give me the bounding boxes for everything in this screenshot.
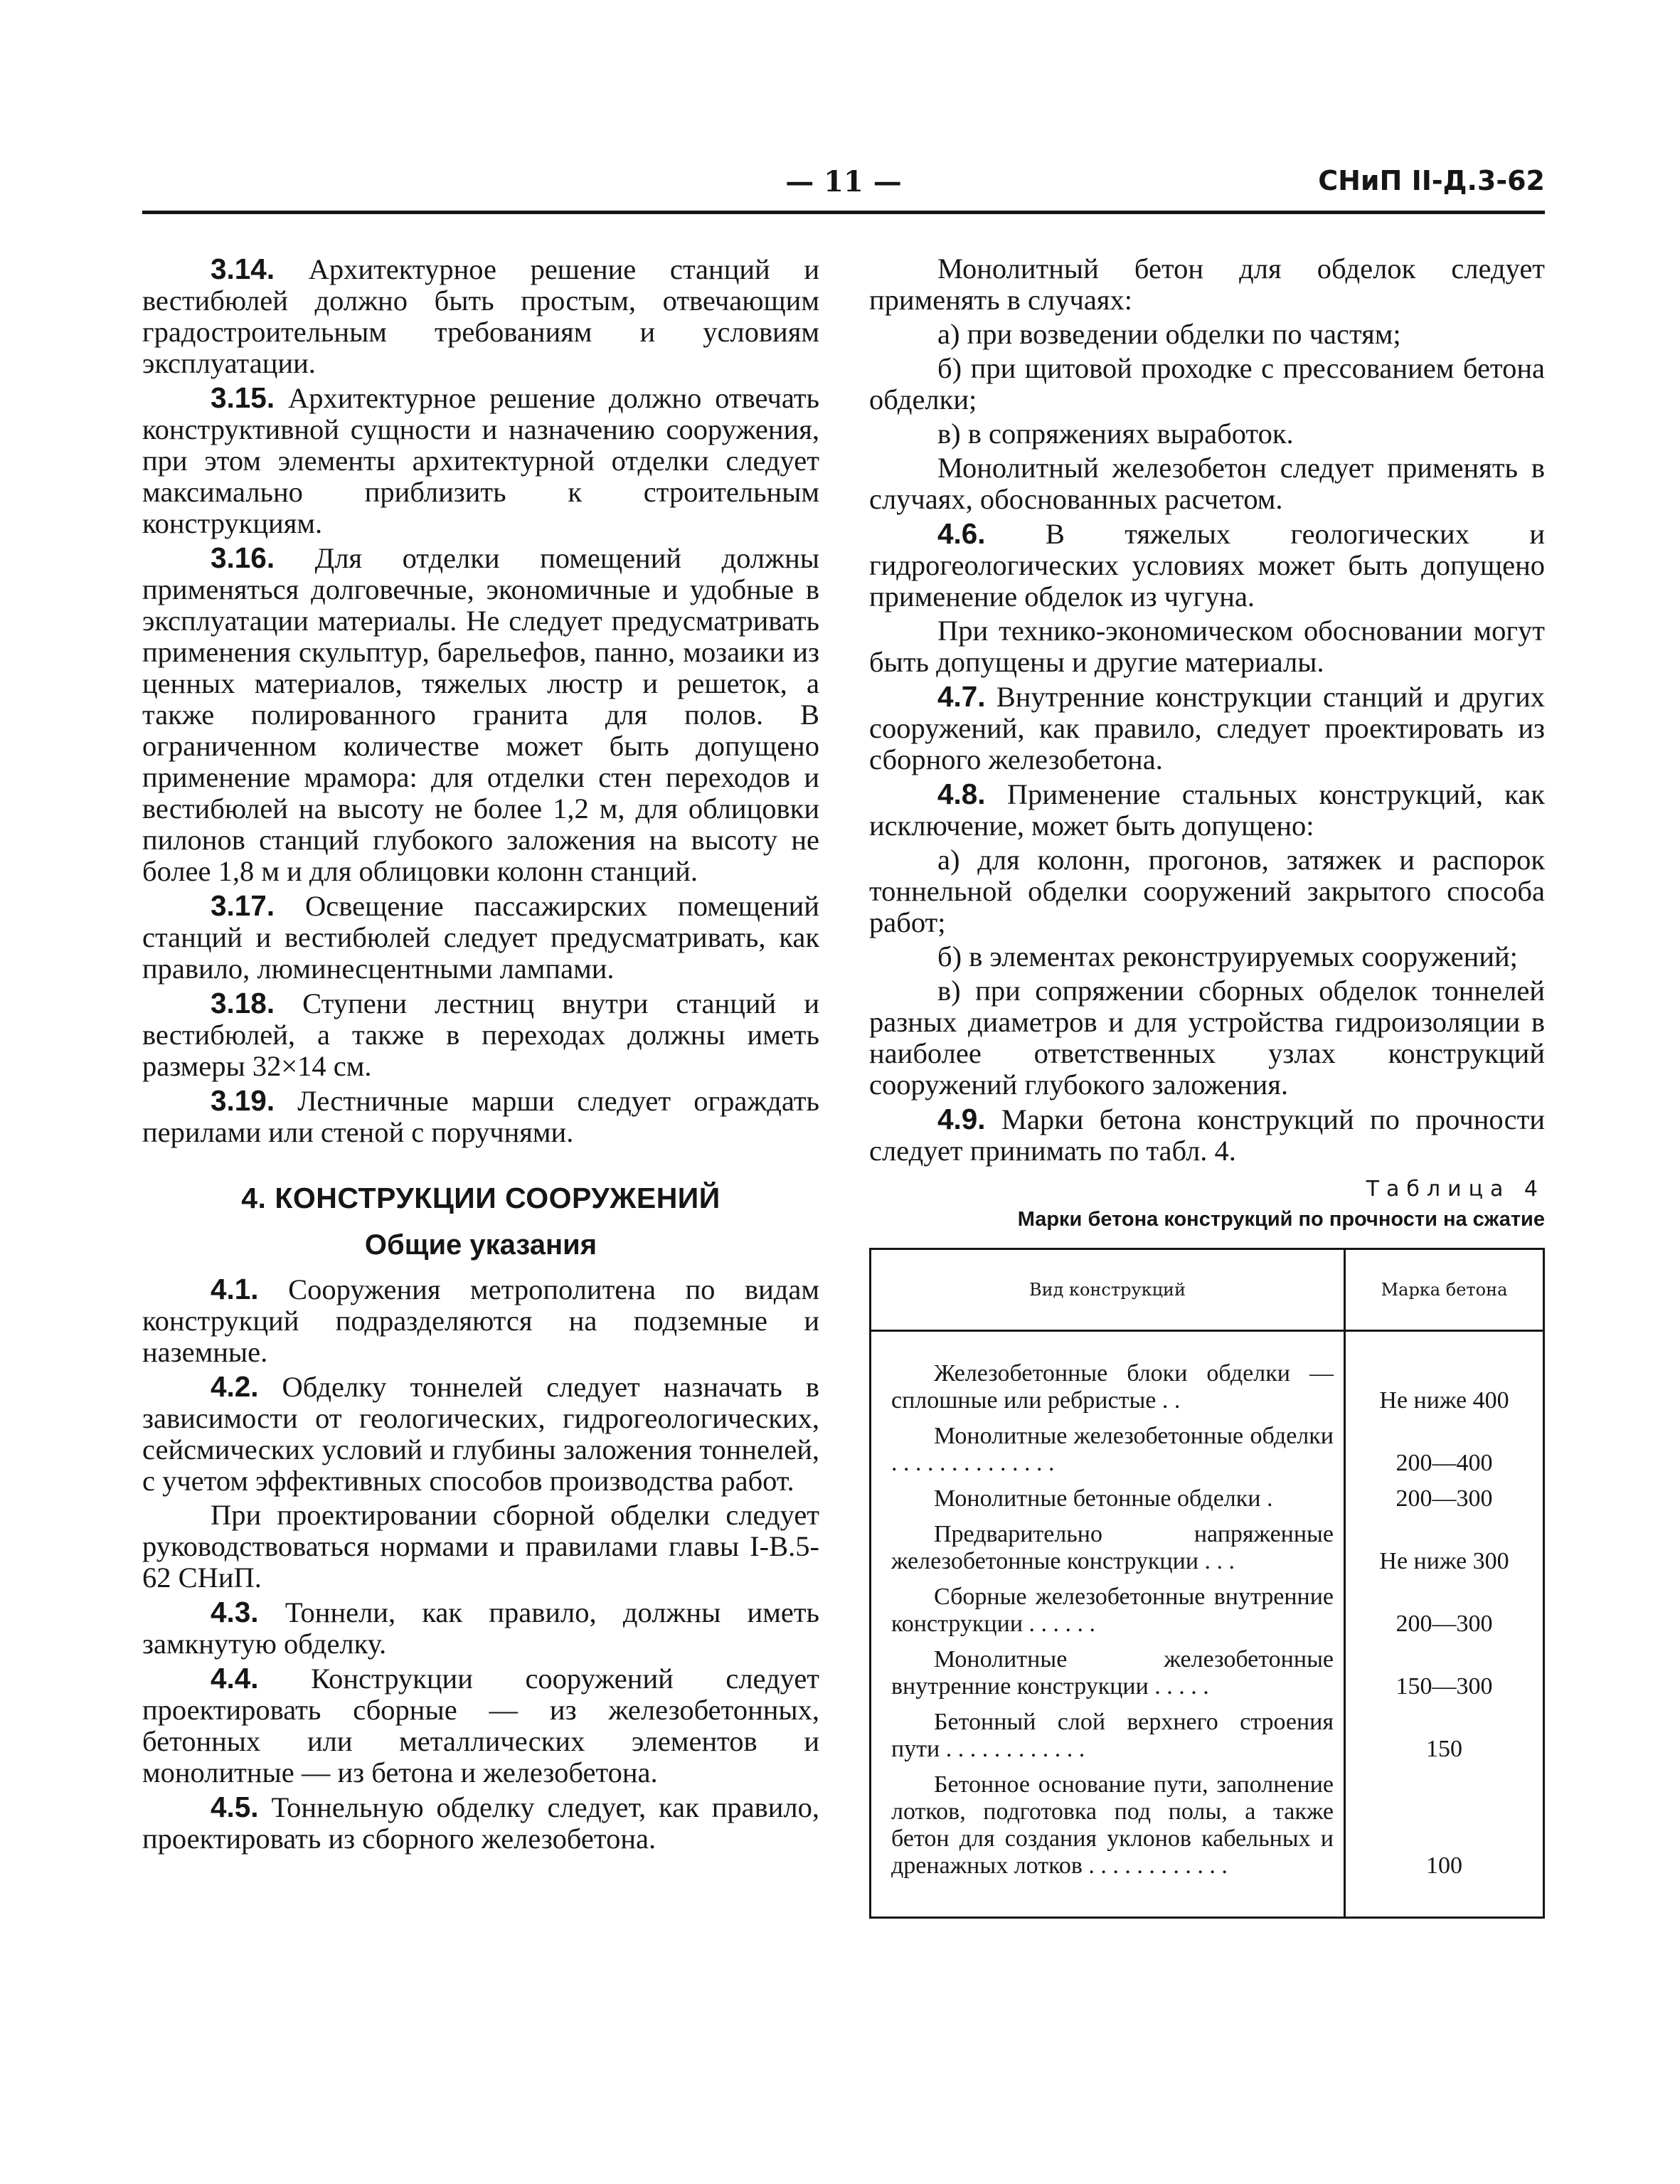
clause-number: 4.3. [211, 1596, 259, 1628]
paragraph [142, 382, 819, 539]
paragraph-text: Марки бетона конструкций по прочности следует принимать по табл. 4. [869, 1103, 1545, 1167]
paragraph [142, 890, 819, 985]
paragraph [869, 975, 1545, 1101]
concrete-grade-cell: 200—300 [1345, 1579, 1544, 1642]
clause-number: 3.16. [211, 541, 275, 574]
left-column [142, 250, 819, 1855]
clause-number: 3.19. [211, 1084, 275, 1117]
clause-number: 3.14. [211, 253, 275, 285]
concrete-grade-cell: Не ниже 400 [1345, 1331, 1544, 1419]
paragraph [142, 1596, 819, 1660]
clause-number: 4.5. [211, 1791, 259, 1823]
concrete-grade-table [869, 1248, 1545, 1919]
construction-type-cell: Предварительно напряженные железобетонные конструкции . . . [871, 1517, 1345, 1579]
clause-number: 4.6. [937, 517, 986, 550]
paragraph [869, 253, 1545, 316]
paragraph-text: Тоннельную обделку следует, как правило, проектировать из сборного железобетона. [142, 1791, 819, 1855]
concrete-grade-cell: 200—300 [1345, 1481, 1544, 1517]
paragraph-text: в) при сопряжении сборных обделок тоннелей разных диаметров и для устройства гидроизоляции в наиболее ответственных узлах конструкций сооружений глубокого заложения. [869, 975, 1545, 1101]
table-row [871, 1517, 1544, 1579]
paragraph-text: Применение стальных конструкций, как исключение, может быть допущено: [869, 778, 1545, 842]
table-row [871, 1705, 1544, 1767]
concrete-grade-cell: Не ниже 300 [1345, 1517, 1544, 1579]
paragraph [142, 1663, 819, 1788]
header-rule [142, 211, 1545, 214]
right-paragraphs [869, 253, 1545, 1167]
left-paragraphs [142, 253, 819, 1148]
clause-number: 3.18. [211, 987, 275, 1019]
paragraph [142, 1273, 819, 1368]
paragraph-text: Архитектурное решение должно отвечать конструктивной сущности и назначению сооружения, при этом элементы архитектурной отделки следует максимально приблизить к строительным конструкциям. [142, 382, 819, 539]
construction-type-cell: Железобетонные блоки обделки — сплошные или ребристые . . [871, 1331, 1345, 1419]
paragraph [869, 353, 1545, 415]
concrete-grade-cell: 200—400 [1345, 1419, 1544, 1481]
table-body [871, 1331, 1544, 1918]
paragraph-text: Внутренние конструкции станций и других сооружений, как правило, следует проектировать из сборного железобетона. [869, 681, 1545, 775]
construction-type-cell: Монолитные бетонные обделки . [871, 1481, 1345, 1517]
paragraph [869, 844, 1545, 938]
document-code: СНиП II-Д.3-62 [1318, 165, 1545, 196]
construction-type-cell: Бетонный слой верхнего строения пути . . . . . . . . . . . . [871, 1705, 1345, 1767]
clause-number: 4.7. [937, 680, 986, 713]
paragraph [869, 778, 1545, 842]
table-header-type: Вид конструкций [871, 1249, 1345, 1331]
paragraph [869, 941, 1545, 972]
construction-type-cell: Монолитные железобетонные внутренние конструкции . . . . . [871, 1642, 1345, 1705]
paragraph-text: При технико-экономическом обосновании могут быть допущены и другие материалы. [869, 615, 1545, 678]
paragraph [869, 319, 1545, 350]
paragraph [142, 1791, 819, 1855]
paragraph [142, 1500, 819, 1594]
construction-type-cell: Сборные железобетонные внутренние конструкции . . . . . . [871, 1579, 1345, 1642]
paragraph [869, 418, 1545, 450]
table-row [871, 1642, 1544, 1705]
paragraph-text: Освещение пассажирских помещений станций и вестибюлей следует предусматривать, как правило, люминесцентными лампами. [142, 890, 819, 985]
paragraph-text: Монолитный железобетон следует применять в случаях, обоснованных расчетом. [869, 452, 1545, 515]
clause-number: 4.9. [937, 1103, 986, 1135]
paragraph-text: Ступени лестниц внутри станций и вестибюлей, а также в переходах должны иметь размеры 32×14 см. [142, 987, 819, 1082]
page-number: — 11 — [785, 165, 902, 198]
construction-type-cell: Бетонное основание пути, заполнение лотков, подготовка под полы, а также бетон для создания уклонов кабельных и дренажных лотков . . . . . . . . . . . . [871, 1767, 1345, 1918]
clause-number: 4.8. [937, 778, 986, 810]
paragraph [869, 1103, 1545, 1167]
paragraph [142, 253, 819, 379]
table-row [871, 1419, 1544, 1481]
paragraph-text: Тоннели, как правило, должны иметь замкнутую обделку. [142, 1596, 819, 1660]
paragraph [869, 681, 1545, 775]
paragraph-text: б) при щитовой проходке с прессованием бетона обделки; [869, 352, 1545, 415]
left-paragraphs-section4 [142, 1273, 819, 1855]
paragraph [869, 452, 1545, 515]
paragraph-text: Обделку тоннелей следует назначать в зависимости от геологических, гидрогеологических, сейсмических условий и глубины заложения тоннелей, с учетом эффективных способов производства работ. [142, 1371, 819, 1497]
paragraph [142, 987, 819, 1082]
clause-number: 4.1. [211, 1273, 259, 1305]
paragraph-text: В тяжелых геологических и гидрогеологических условиях может быть допущено применение обделок из чугуна. [869, 518, 1545, 613]
paragraph-text: а) при возведении обделки по частям; [937, 318, 1401, 350]
paragraph-text: Архитектурное решение станций и вестибюлей должно быть простым, отвечающим градостроительным требованиям и условиям эксплуатации. [142, 253, 819, 379]
table-row [871, 1767, 1544, 1918]
clause-number: 4.4. [211, 1662, 259, 1695]
paragraph-text: а) для колонн, прогонов, затяжек и распорок тоннельной обделки сооружений закрытого способа работ; [869, 844, 1545, 938]
concrete-grade-cell: 150 [1345, 1705, 1544, 1767]
page-header [142, 165, 1545, 208]
paragraph-text: При проектировании сборной обделки следует руководствоваться нормами и правилами главы I-B.5-62 СНиП. [142, 1499, 819, 1594]
paragraph [142, 542, 819, 887]
table-row [871, 1331, 1544, 1419]
clause-number: 3.17. [211, 889, 275, 922]
paragraph-text: Лестничные марши следует ограждать перилами или стеной с поручнями. [142, 1085, 819, 1148]
paragraph [869, 615, 1545, 678]
subsection-title: Общие указания [364, 1229, 597, 1261]
paragraph-text: б) в элементах реконструируемых сооружений; [937, 940, 1518, 972]
paragraph-text: Сооружения метрополитена по видам конструкций подразделяются на подземные и наземные. [142, 1273, 819, 1368]
paragraph-text: в) в сопряжениях выработок. [937, 418, 1294, 450]
concrete-grade-cell: 150—300 [1345, 1642, 1544, 1705]
paragraph-text: Конструкции сооружений следует проектировать сборные — из железобетонных, бетонных или металлических элементов и монолитные — из бетона и железобетона. [142, 1663, 819, 1788]
clause-number: 4.2. [211, 1370, 259, 1403]
paragraph [142, 1371, 819, 1497]
table-row [871, 1481, 1544, 1517]
paragraph-text: Монолитный бетон для обделок следует применять в случаях: [869, 253, 1545, 316]
table-caption: Марки бетона конструкций по прочности на сжатие [1017, 1208, 1545, 1231]
paragraph [869, 518, 1545, 613]
table-row [871, 1579, 1544, 1642]
paragraph-text: Для отделки помещений должны применяться долговечные, экономичные и удобные в эксплуатации материалы. Не следует предусматривать применения скульптур, барельефов, панно, мозаики из ценных материалов, тяжелых люстр и решеток, а также полированного гранита для полов. В ограниченном количестве может быть допущено применение мрамора: для отделки стен переходов и вестибюлей на высоту не более 1,2 м, для облицовки пилонов станций глубокого заложения на высоту не более 1,8 м и для облицовки колонн станций. [142, 542, 819, 887]
right-column [869, 250, 1545, 1919]
section-title: 4. КОНСТРУКЦИИ СООРУЖЕНИЙ [241, 1182, 721, 1214]
paragraph [142, 1085, 819, 1148]
construction-type-cell: Монолитные железобетонные обделки . . . . . . . . . . . . . . [871, 1419, 1345, 1481]
table-label: Таблица 4 [1366, 1177, 1545, 1202]
table-header-grade: Марка бетона [1345, 1249, 1544, 1331]
concrete-grade-cell: 100 [1345, 1767, 1544, 1918]
clause-number: 3.15. [211, 381, 275, 414]
table-header-row [871, 1249, 1544, 1331]
